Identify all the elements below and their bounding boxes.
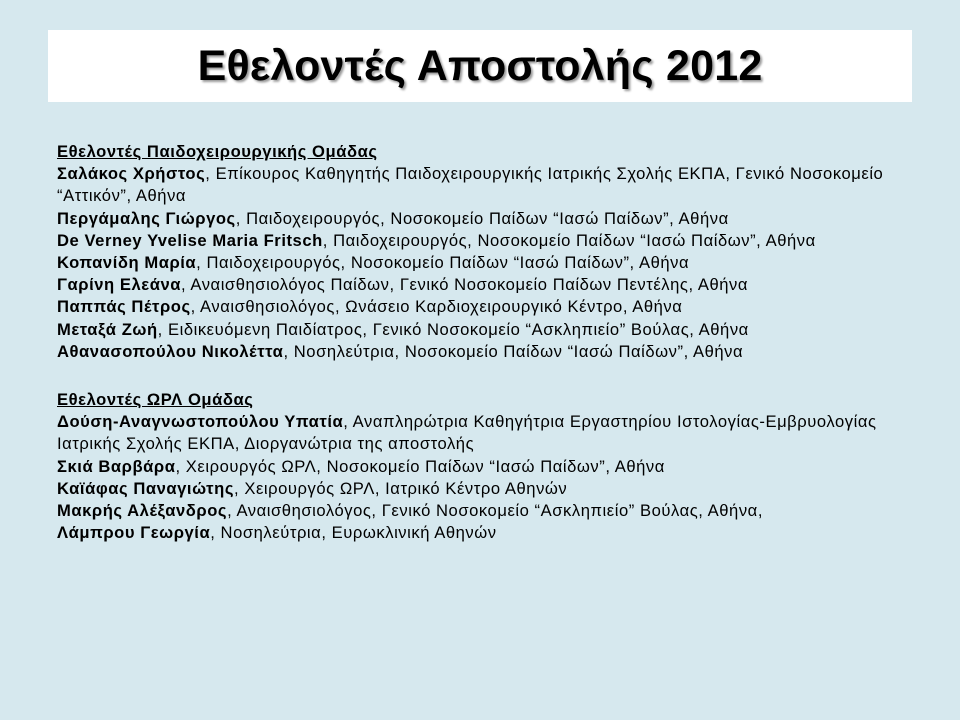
volunteer-entry [57, 252, 917, 274]
volunteer-entry [57, 319, 917, 341]
volunteer-list [57, 141, 917, 544]
volunteer-entry [57, 208, 917, 230]
volunteer-name: Περγάμαλης Γιώργος [57, 208, 236, 228]
volunteer-name: Παππάς Πέτρος [57, 297, 191, 317]
volunteer-details: , Νοσηλεύτρια, Νοσοκομείο Παίδων “Ιασώ Παίδων”, Αθήνα [283, 341, 744, 361]
volunteer-name: Αθανασοπούλου Νικολέττα [57, 341, 284, 361]
volunteer-name: Σκιά Βαρβάρα [57, 456, 176, 476]
volunteer-entry [57, 296, 917, 318]
volunteer-entry [57, 411, 917, 455]
section-heading: Εθελοντές Παιδοχειρουργικής Ομάδας [57, 142, 378, 161]
volunteer-entry [57, 500, 917, 522]
volunteer-details: , Αναισθησιολόγος Παίδων, Γενικό Νοσοκομείο Παίδων Πεντέλης, Αθήνα [180, 275, 749, 295]
volunteer-entry [57, 456, 917, 478]
volunteer-details: , Αναισθησιολόγος, Γενικό Νοσοκομείο “Ασκληπιείο” Βούλας, Αθήνα, [227, 501, 763, 521]
title-banner [48, 30, 912, 102]
volunteer-details: , Παιδοχειρουργός, Νοσοκομείο Παίδων “Ιασώ Παίδων”, Αθήνα [322, 230, 816, 250]
section-spacer [57, 363, 917, 389]
volunteer-entry [57, 163, 917, 207]
volunteer-entry [57, 478, 917, 500]
volunteer-name: De Verney Yvelise Maria Fritsch [57, 230, 323, 250]
volunteer-name: Λάμπρου Γεωργία [57, 523, 211, 543]
volunteer-name: Καϊάφας Παναγιώτης [57, 478, 235, 498]
volunteer-details: , Ειδικευόμενη Παιδίατρος, Γενικό Νοσοκομείο “Ασκληπιείο” Βούλας, Αθήνα [157, 319, 749, 339]
volunteer-name: Μεταξά Ζωή [57, 319, 158, 339]
volunteer-entry [57, 274, 917, 296]
section-ent-team [57, 389, 917, 544]
volunteer-name: Σαλάκος Χρήστος [57, 164, 206, 184]
volunteer-name: Δούση-Αναγνωστοπούλου Υπατία [57, 412, 344, 432]
volunteer-details: , Παιδοχειρουργός, Νοσοκομείο Παίδων “Ιασώ Παίδων”, Αθήνα [196, 253, 690, 273]
volunteer-details: , Νοσηλεύτρια, Ευρωκλινική Αθηνών [210, 523, 497, 543]
volunteer-entry [57, 230, 917, 252]
volunteer-details: , Χειρουργός ΩΡΛ, Νοσοκομείο Παίδων “Ιασώ Παίδων”, Αθήνα [175, 456, 665, 476]
slide-title: Εθελοντές Αποστολής 2012 [197, 41, 763, 90]
section-pediatric-surgery-team [57, 141, 917, 363]
volunteer-details: , Παιδοχειρουργός, Νοσοκομείο Παίδων “Ιασώ Παίδων”, Αθήνα [235, 208, 729, 228]
section-heading: Εθελοντές ΩΡΛ Ομάδας [57, 390, 254, 410]
volunteer-name: Γαρίνη Ελεάνα [57, 275, 181, 295]
volunteer-details: , Αναισθησιολόγος, Ωνάσειο Καρδιοχειρουργικό Κέντρο, Αθήνα [190, 297, 683, 317]
volunteer-entry [57, 522, 917, 544]
volunteer-details: , Χειρουργός ΩΡΛ, Ιατρικό Κέντρο Αθηνών [234, 478, 568, 498]
volunteer-name: Κοπανίδη Μαρία [57, 253, 197, 273]
volunteer-name: Μακρής Αλέξανδρος [57, 501, 228, 521]
volunteer-entry [57, 341, 917, 363]
volunteer-details: , Αναπληρώτρια Καθηγήτρια Εργαστηρίου Ιστολογίας-Εμβρυολογίας Ιατρικής Σχολής ΕΚΠΑ, Διοργανώτρια της αποστολής [57, 412, 877, 454]
volunteer-details: , Επίκουρος Καθηγητής Παιδοχειρουργικής Ιατρικής Σχολής ΕΚΠΑ, Γενικό Νοσοκομείο “Αττικόν”, Αθήνα [57, 164, 884, 206]
